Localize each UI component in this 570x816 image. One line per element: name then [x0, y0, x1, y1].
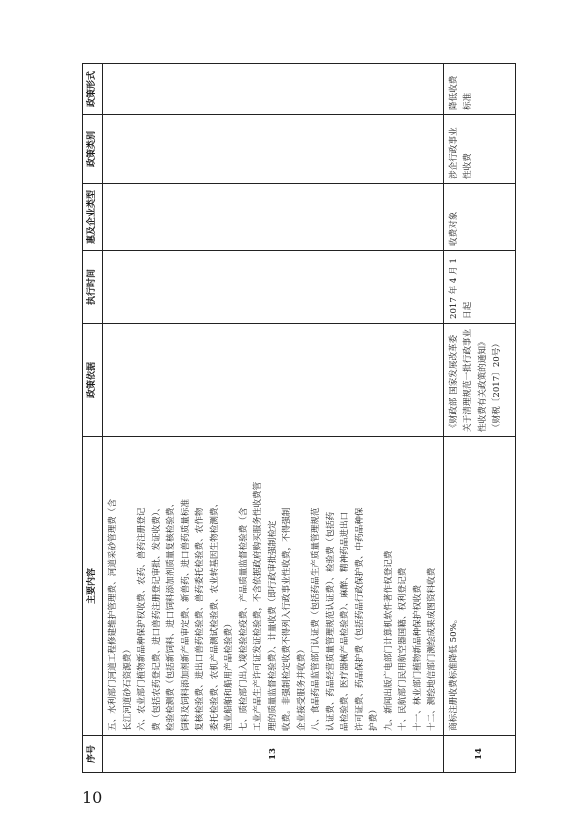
row-number: 14: [443, 736, 515, 773]
table-header-row: [83, 64, 103, 773]
content-line: 八、食品药品监管部门认证费（包括药品生产质量管理规范: [311, 507, 321, 731]
row13-policy-basis: [103, 324, 444, 437]
header-enterprise-type: 惠及企业类型: [83, 184, 103, 251]
content-line: 许可证费、药品保护费（包括药品行政保护费、中药品种保: [354, 507, 365, 731]
row-number: 13: [103, 736, 444, 773]
content-line: 十二、测绘地信部门测绘成果成图资料收费: [427, 567, 437, 731]
row13-policy-category: [103, 115, 444, 184]
row14-policy-form: 降低收费标准: [443, 64, 515, 115]
table-row: [443, 64, 515, 773]
row14-effective-time: 2017 年 4 月 1 日起: [443, 251, 515, 324]
content-line: 复核检验费、进出口兽药检验费、兽药委托检验费、农作物: [195, 507, 205, 731]
content-line: 七、质检部门出入境检验检疫费、产品质量监督检验费（含: [238, 507, 249, 731]
content-line: 十、民航部门民用航空器国籍、权利登记费: [398, 567, 408, 731]
row13-effective-time: [103, 251, 444, 324]
content-line: 九、新闻出版广电部门计算机软件著作权登记费: [383, 550, 394, 731]
policy-table: [82, 63, 516, 773]
content-line: 十一、林业部门植物新品种保护权收费: [412, 584, 423, 731]
row14-enterprise-type: 收费对象: [443, 184, 515, 251]
content-line: 企业接受服务并收费）: [296, 645, 307, 731]
table-row: [103, 64, 444, 773]
row14-policy-basis: 《财政部 国家发展改革委关于清理规范一批行政事业性收费有关政策的通知》（财税〔2017〕20号）: [443, 324, 515, 437]
content-line: 六、农业部门植物新品种保护权收费、农药、兽药注册登记: [137, 507, 147, 731]
content-line: 检验检测费（包括新饲料、进口饲料添加剂质量复核检验费、: [166, 498, 176, 731]
content-line: 长江河道砂石资源费）: [122, 645, 133, 731]
header-policy-category: 政策类别: [83, 115, 103, 184]
content-line: 饲料及饲料添加剂新产品审定费、新兽药、进口兽药质量标准: [180, 498, 191, 731]
content-line: 理的质量监督检验费）、计量收费（即行政审批强制检定: [267, 520, 278, 731]
content-line: 五、水利部门河道工程修建维护管理费、河道采砂管理费（含: [108, 498, 118, 731]
row13-enterprise-type: [103, 184, 444, 251]
content-line: 收费。非强制检定收费不得列入行政事业性收费，不得强制: [282, 507, 292, 731]
header-main-content: 主要内容: [83, 437, 103, 736]
content-line: 费（包括农药登记费、进口兽药注册登记审批、发证收费）、: [151, 503, 162, 731]
row14-main-content: 商标注册收费标准降低 50%。: [443, 437, 515, 736]
row13-policy-form: [103, 64, 444, 115]
content-line: 委托检验费、农机产品测试检验费、农业转基因生物检测费、: [209, 498, 220, 731]
content-line: 护费）: [369, 705, 379, 731]
content-line: 品检验费、医疗器械产品检验费）、麻醉、精神药品进出口: [340, 511, 350, 731]
header-no: 序号: [83, 736, 103, 773]
header-policy-basis: 政策依据: [83, 324, 103, 437]
header-effective-time: 执行时间: [83, 251, 103, 324]
page-number: 10: [82, 788, 103, 807]
header-policy-form: 政策形式: [83, 64, 103, 115]
content-line: 工业产品生产许可证发证检验费，不含依据政府购买服务性收费管: [253, 481, 263, 731]
content-line: 渔业船舶和船用产品检验费）: [224, 619, 234, 731]
row13-main-content: [103, 437, 444, 736]
row14-policy-category: 涉企行政事业性收费: [443, 115, 515, 184]
content-line: 认证费、药品经营质量管理规范认证费）、检验费（包括药: [325, 511, 336, 731]
